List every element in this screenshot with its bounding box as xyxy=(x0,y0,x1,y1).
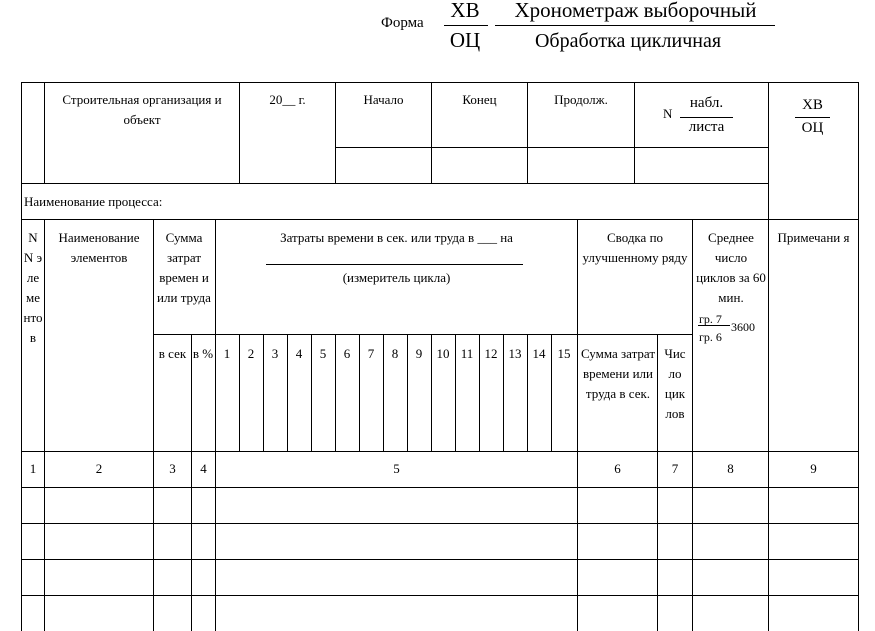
col-sum-percent-header: в % xyxy=(192,346,214,361)
sub-col-number: 1 xyxy=(223,346,231,361)
sub-col-number: 7 xyxy=(367,346,375,361)
sub-col-number: 2 xyxy=(247,346,255,361)
form-title-bottom: Обработка цикличная xyxy=(534,30,722,52)
column-number-cell: 5 xyxy=(393,461,400,476)
sub-col-number: 4 xyxy=(295,346,303,361)
duration-label: Продолж. xyxy=(554,92,608,107)
form-code-bottom: ОЦ xyxy=(449,28,481,52)
column-number-cell: 3 xyxy=(169,461,176,476)
sub-col-number: 12 xyxy=(484,346,498,361)
col-improved-series-header: Сводка по улучшенному ряду xyxy=(582,230,688,265)
table-row[interactable] xyxy=(22,596,858,631)
sub-col-number: 8 xyxy=(391,346,399,361)
column-number-cell: 2 xyxy=(95,461,103,476)
process-name-label: Наименование процесса: xyxy=(24,194,163,209)
column-number-cell: 7 xyxy=(671,461,679,476)
sub-col-number: 14 xyxy=(532,346,546,361)
sheet-n-label: N xyxy=(663,106,673,121)
form-title-top: Хронометраж выборочный xyxy=(514,0,757,22)
sub-col-number: 3 xyxy=(271,346,279,361)
formula-numerator: гр. 7 xyxy=(699,312,722,326)
sub-col-number: 13 xyxy=(508,346,522,361)
formula-multiplier: 3600 xyxy=(731,320,755,334)
formula-denominator: гр. 6 xyxy=(699,330,722,344)
sub-col-number: 11 xyxy=(460,346,474,361)
forma-label: Форма xyxy=(381,15,424,31)
end-label: Конец xyxy=(462,92,497,107)
col-element-name-header: Наименование элементов xyxy=(58,230,140,265)
column-number-cell: 4 xyxy=(200,461,207,476)
column-number-cell: 9 xyxy=(810,461,817,476)
table-row[interactable] xyxy=(22,488,858,523)
sub-col-number: 10 xyxy=(436,346,450,361)
sheet-sheets-label: листа xyxy=(688,119,725,135)
sub-col-number: 15 xyxy=(557,346,571,361)
column-number-cell: 6 xyxy=(614,461,621,476)
year-label: 20__ г. xyxy=(269,92,306,107)
sheet-observations-label: набл. xyxy=(689,95,724,111)
col-cycle-count-header: Чис ло цик лов xyxy=(664,346,686,421)
org-object-label: Строительная организация и объект xyxy=(62,92,222,127)
sheet-code-bottom: ОЦ xyxy=(801,120,824,136)
form-code-top: ХВ xyxy=(450,0,480,22)
col-elements-number-header: N N эле ме нто в xyxy=(23,230,43,345)
col-notes-header: Примечани я xyxy=(777,230,850,245)
sub-col-number: 5 xyxy=(319,346,327,361)
col-time-costs-header: Затраты времени в сек. или труда в ___ на xyxy=(280,230,513,245)
col-sum-seconds-header: в сек xyxy=(158,346,187,361)
sheet-code-top: ХВ xyxy=(802,97,823,113)
col-sum-header: Сумма затрат времен и или труда xyxy=(157,230,211,305)
col-avg-cycles-header: Среднее число циклов за 60 мин. xyxy=(696,230,766,305)
start-label: Начало xyxy=(363,92,404,107)
table-row[interactable] xyxy=(22,560,858,595)
column-number-cell: 1 xyxy=(29,461,37,476)
col-cycle-measure-header: (измеритель цикла) xyxy=(342,270,451,285)
column-number-cell: 8 xyxy=(727,461,734,476)
col-improved-sum-header: Сумма затрат времени или труда в сек. xyxy=(580,346,656,401)
sub-col-number: 6 xyxy=(343,346,351,361)
table-row[interactable] xyxy=(22,524,858,559)
sub-col-number: 9 xyxy=(415,346,423,361)
